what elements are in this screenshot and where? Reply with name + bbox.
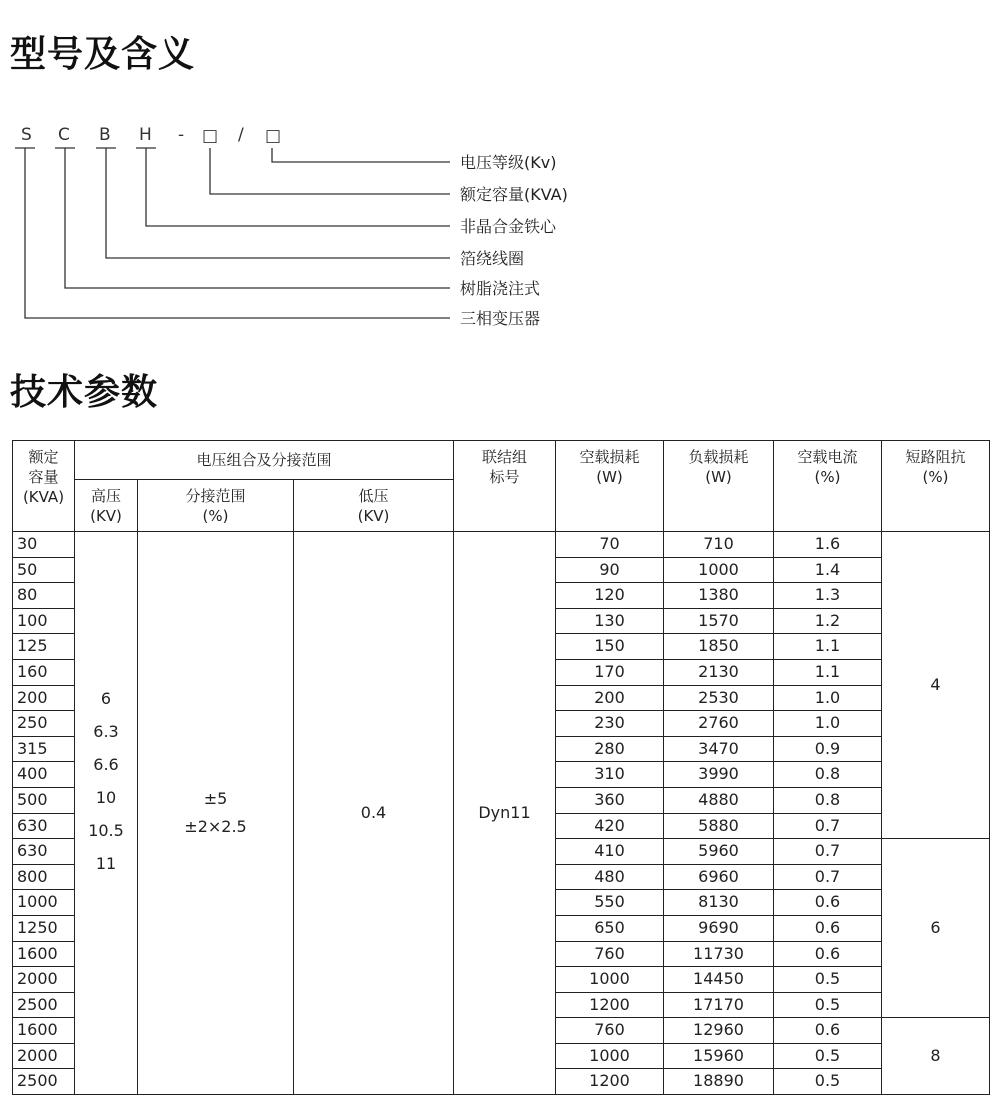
no-load-current-cell: 1.3 <box>774 583 882 609</box>
no-load-current-cell: 0.8 <box>774 787 882 813</box>
load-loss-cell: 6960 <box>664 864 774 890</box>
capacity-cell: 2000 <box>13 967 75 993</box>
no-load-current-cell: 1.1 <box>774 634 882 660</box>
no-load-loss-cell: 170 <box>556 659 664 685</box>
hv-value: 6.3 <box>93 722 119 741</box>
load-loss-cell: 5880 <box>664 813 774 839</box>
no-load-current-cell: 1.2 <box>774 608 882 634</box>
no-load-current-cell: 0.9 <box>774 736 882 762</box>
no-load-loss-cell: 120 <box>556 583 664 609</box>
load-loss-cell: 3990 <box>664 762 774 788</box>
no-load-current-cell: 0.6 <box>774 941 882 967</box>
connection-cell: Dyn11 <box>454 532 556 1095</box>
table-row <box>13 532 990 558</box>
load-loss-cell: 11730 <box>664 941 774 967</box>
impedance-cell: 8 <box>882 1018 990 1095</box>
capacity-cell: 1600 <box>13 1018 75 1044</box>
load-loss-cell: 18890 <box>664 1069 774 1095</box>
capacity-cell: 630 <box>13 813 75 839</box>
header-tap-range: 分接范围 (%) <box>138 480 294 532</box>
code-char-h: H <box>139 125 152 145</box>
meaning-three-phase: 三相变压器 <box>460 309 541 328</box>
spec-table <box>12 440 990 1095</box>
no-load-loss-cell: 760 <box>556 1018 664 1044</box>
load-loss-cell: 9690 <box>664 915 774 941</box>
capacity-cell: 160 <box>13 659 75 685</box>
header-high-voltage: 高压 (KV) <box>75 480 138 532</box>
code-char-s: S <box>21 125 32 145</box>
hv-value: 10 <box>95 788 117 807</box>
load-loss-cell: 5960 <box>664 839 774 865</box>
no-load-loss-cell: 650 <box>556 915 664 941</box>
leader-lines <box>15 148 450 318</box>
no-load-loss-cell: 230 <box>556 711 664 737</box>
no-load-current-cell: 1.0 <box>774 685 882 711</box>
tap-range-cell <box>138 532 294 1095</box>
no-load-loss-cell: 310 <box>556 762 664 788</box>
meaning-resin-cast: 树脂浇注式 <box>460 279 541 298</box>
no-load-current-cell: 1.0 <box>774 711 882 737</box>
impedance-cell: 6 <box>882 839 990 1018</box>
capacity-cell: 2500 <box>13 1069 75 1095</box>
load-loss-cell: 1850 <box>664 634 774 660</box>
tech-params-title: 技术参数 <box>10 372 159 413</box>
header-no-load-loss: 空载损耗 (W) <box>556 441 664 532</box>
load-loss-cell: 4880 <box>664 787 774 813</box>
capacity-cell: 1250 <box>13 915 75 941</box>
capacity-cell: 250 <box>13 711 75 737</box>
code-char-c: C <box>58 125 70 145</box>
header-rated-capacity: 额定 容量 (KVA) <box>13 441 75 532</box>
header-voltage-group: 电压组合及分接范围 <box>75 441 454 480</box>
model-code-diagram <box>0 100 640 340</box>
load-loss-cell: 2530 <box>664 685 774 711</box>
model-meaning-title: 型号及含义 <box>10 34 196 75</box>
no-load-loss-cell: 1200 <box>556 1069 664 1095</box>
hv-value: 6 <box>100 689 112 708</box>
no-load-current-cell: 0.7 <box>774 813 882 839</box>
header-no-load-current: 空载电流 (%) <box>774 441 882 532</box>
load-loss-cell: 15960 <box>664 1043 774 1069</box>
no-load-loss-cell: 1000 <box>556 967 664 993</box>
no-load-current-cell: 0.6 <box>774 1018 882 1044</box>
no-load-loss-cell: 420 <box>556 813 664 839</box>
no-load-loss-cell: 480 <box>556 864 664 890</box>
no-load-loss-cell: 1200 <box>556 992 664 1018</box>
no-load-loss-cell: 200 <box>556 685 664 711</box>
capacity-cell: 200 <box>13 685 75 711</box>
load-loss-cell: 2130 <box>664 659 774 685</box>
load-loss-cell: 1380 <box>664 583 774 609</box>
capacity-cell: 125 <box>13 634 75 660</box>
no-load-loss-cell: 280 <box>556 736 664 762</box>
hv-value: 6.6 <box>93 755 119 774</box>
no-load-loss-cell: 130 <box>556 608 664 634</box>
capacity-cell: 1000 <box>13 890 75 916</box>
code-voltage-box: □ <box>265 126 282 146</box>
no-load-current-cell: 0.5 <box>774 1043 882 1069</box>
header-connection: 联结组 标号 <box>454 441 556 532</box>
tap-value: ±5 <box>203 789 228 809</box>
no-load-loss-cell: 360 <box>556 787 664 813</box>
no-load-current-cell: 1.1 <box>774 659 882 685</box>
no-load-current-cell: 0.8 <box>774 762 882 788</box>
capacity-cell: 400 <box>13 762 75 788</box>
load-loss-cell: 2760 <box>664 711 774 737</box>
load-loss-cell: 1000 <box>664 557 774 583</box>
code-char-b: B <box>99 125 111 145</box>
no-load-current-cell: 0.7 <box>774 839 882 865</box>
meaning-voltage-level: 电压等级(Kv) <box>460 153 557 172</box>
capacity-cell: 1600 <box>13 941 75 967</box>
hv-value: 10.5 <box>88 821 124 840</box>
capacity-cell: 30 <box>13 532 75 558</box>
header-load-loss: 负载损耗 (W) <box>664 441 774 532</box>
load-loss-cell: 12960 <box>664 1018 774 1044</box>
load-loss-cell: 8130 <box>664 890 774 916</box>
no-load-current-cell: 0.6 <box>774 915 882 941</box>
no-load-loss-cell: 90 <box>556 557 664 583</box>
no-load-current-cell: 0.6 <box>774 890 882 916</box>
capacity-cell: 2500 <box>13 992 75 1018</box>
capacity-cell: 80 <box>13 583 75 609</box>
low-voltage-cell: 0.4 <box>294 532 454 1095</box>
no-load-loss-cell: 150 <box>556 634 664 660</box>
spec-table-body <box>13 532 990 1095</box>
capacity-cell: 315 <box>13 736 75 762</box>
no-load-current-cell: 0.7 <box>774 864 882 890</box>
no-load-loss-cell: 410 <box>556 839 664 865</box>
no-load-current-cell: 0.5 <box>774 1069 882 1095</box>
no-load-loss-cell: 1000 <box>556 1043 664 1069</box>
code-char-dash: - <box>178 125 185 145</box>
no-load-current-cell: 1.4 <box>774 557 882 583</box>
load-loss-cell: 3470 <box>664 736 774 762</box>
code-char-slash: / <box>238 125 244 145</box>
load-loss-cell: 1570 <box>664 608 774 634</box>
meaning-rated-capacity: 额定容量(KVA) <box>460 185 568 204</box>
capacity-cell: 800 <box>13 864 75 890</box>
hv-value: 11 <box>95 854 117 873</box>
header-impedance: 短路阻抗 (%) <box>882 441 990 532</box>
no-load-current-cell: 0.5 <box>774 992 882 1018</box>
load-loss-cell: 17170 <box>664 992 774 1018</box>
capacity-cell: 100 <box>13 608 75 634</box>
load-loss-cell: 710 <box>664 532 774 558</box>
no-load-current-cell: 1.6 <box>774 532 882 558</box>
code-capacity-box: □ <box>202 126 219 146</box>
high-voltage-cell <box>75 532 138 1095</box>
tap-value: ±2×2.5 <box>184 817 247 837</box>
no-load-loss-cell: 760 <box>556 941 664 967</box>
capacity-cell: 2000 <box>13 1043 75 1069</box>
capacity-cell: 630 <box>13 839 75 865</box>
capacity-cell: 50 <box>13 557 75 583</box>
load-loss-cell: 14450 <box>664 967 774 993</box>
meaning-amorphous-core: 非晶合金铁心 <box>460 217 557 236</box>
header-low-voltage: 低压 (KV) <box>294 480 454 532</box>
no-load-current-cell: 0.5 <box>774 967 882 993</box>
impedance-cell: 4 <box>882 532 990 839</box>
capacity-cell: 500 <box>13 787 75 813</box>
meaning-foil-winding: 箔绕线圈 <box>460 249 525 268</box>
no-load-loss-cell: 550 <box>556 890 664 916</box>
no-load-loss-cell: 70 <box>556 532 664 558</box>
